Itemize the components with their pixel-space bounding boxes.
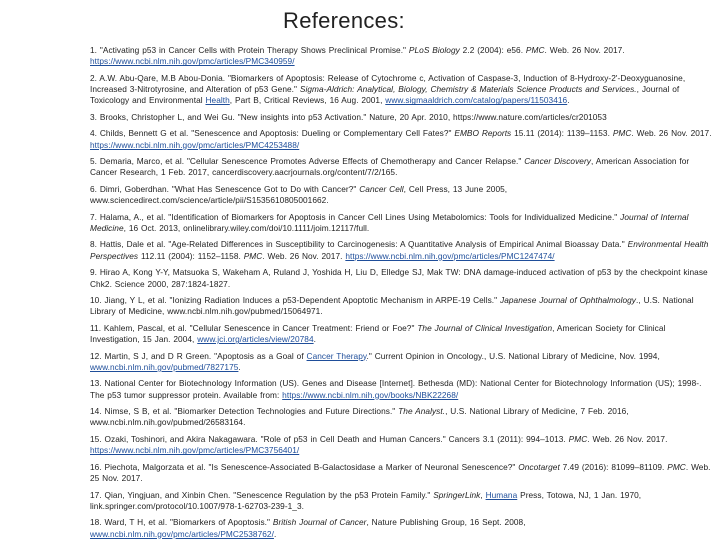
reference-source-title: Journal of Internal Medicine — [90, 211, 689, 233]
reference-text: . Web. 26 Nov. 2017. — [631, 128, 712, 139]
reference-text: 18. Ward, T H, et al. "Biomarkers of Apoptosis." — [90, 517, 273, 528]
reference-link[interactable]: www.ncbi.nlm.nih.gov/pubmed/7827175 — [90, 361, 239, 372]
reference-text: , Part B, Critical Reviews, 16 Aug. 2001, — [229, 95, 386, 106]
reference-text: , 16 Oct. 2013, onlinelibrary.wiley.com/doi/10.1111/joim.12117/full. — [123, 222, 370, 233]
reference-text: 16. Piechota, Malgorzata et al. "Is Senescence-Associated Β-Galactosidase a Marker of Neuronal Senescence?" — [90, 461, 519, 472]
reference-source-title: PMC — [243, 250, 263, 261]
reference-text: 8. Hattis, Dale et al. "Age-Related Differences in Susceptibility to Carcinogenesis: A Quantitative Analysis of Empirical Animal Bioassay Data." — [90, 239, 628, 250]
reference-item — [90, 239, 712, 262]
reference-source-title: PLoS Biology — [408, 45, 460, 55]
reference-text: , American Society for Clinical Investigation, 15 Jan. 2004, — [90, 322, 666, 345]
reference-text: , Cell Press, 13 June 2005, www.sciencedirect.com/science/article/pii/S1535610805001662. — [90, 183, 508, 206]
reference-text: , — [480, 489, 486, 500]
reference-item — [90, 128, 712, 151]
reference-link[interactable]: Cancer Therapy — [306, 350, 367, 361]
reference-source-title: Cancer Cell — [359, 183, 404, 194]
reference-text: 11. Kahlem, Pascal, et al. "Cellular Senescence in Cancer Treatment: Friend or Foe?" — [90, 322, 418, 333]
reference-link[interactable]: https://www.ncbi.nlm.nih.gov/books/NBK22268/ — [282, 389, 459, 400]
reference-item — [90, 434, 712, 457]
reference-text: 12. Martin, S J, and D R Green. "Apoptosis as a Goal of — [90, 350, 307, 361]
reference-text: 7. Halama, A., et al. "Identification of Biomarkers for Apoptosis in Cancer Cell Lines Using Metabolomics: Tools for Individualized Medicine." — [90, 211, 621, 222]
reference-source-title: PMC — [667, 461, 686, 472]
reference-link[interactable]: https://www.ncbi.nlm.nih.gov/pmc/articles/PMC1247474/ — [345, 250, 555, 261]
reference-text: , U.S. National Library of Medicine, 7 Feb. 2016, www.ncbi.nlm.nih.gov/pubmed/26583164. — [90, 406, 629, 428]
reference-text: 1. "Activating p53 in Cancer Cells with Protein Therapy Shows Preclinical Promise." — [90, 45, 409, 55]
reference-item — [90, 295, 712, 318]
reference-text: 10. Jiang, Y L, et al. "Ionizing Radiation Induces a p53-Dependent Apoptotic Mechanism in ARPE-19 Cells." — [90, 295, 500, 306]
reference-link[interactable]: Humana — [485, 489, 518, 500]
reference-text: 4. Childs, Bennett G et al. "Senescence and Apoptosis: Dueling or Complementary Cell Fates?" — [90, 128, 455, 139]
reference-source-title: EMBO Reports — [454, 128, 512, 139]
reference-text: , American Association for Cancer Research, 1 Feb. 2017, cancerdiscovery.aacrjournals.org/content/7/2/165. — [90, 156, 690, 178]
reference-text: ., U.S. National Library of Medicine, www.ncbi.nlm.nih.gov/pubmed/15064971. — [90, 295, 694, 317]
reference-source-title: PMC — [568, 433, 588, 444]
reference-text: . Web. 26 Nov. 2017. — [262, 250, 346, 261]
reference-text: 7.49 (2016): 81099–81109. — [559, 461, 668, 472]
reference-source-title: Oncotarget — [518, 461, 560, 472]
reference-link[interactable]: https://www.ncbi.nlm.nih.gov/pmc/articles/PMC4253488/ — [90, 139, 300, 150]
reference-source-title: PMC — [525, 45, 545, 55]
reference-source-title: SpringerLink — [433, 489, 481, 500]
reference-link[interactable]: www.sigmaaldrich.com/catalog/papers/11503416 — [385, 95, 568, 106]
reference-item — [90, 490, 712, 513]
reference-text: 14. Nimse, S B, et al. "Biomarker Detection Technologies and Future Directions." — [90, 406, 399, 417]
reference-text: ." Current Opinion in Oncology., U.S. National Library of Medicine, Nov. 1994, — [366, 350, 660, 361]
reference-item — [90, 462, 712, 485]
reference-text: 15.11 (2014): 1139–1153. — [511, 128, 613, 139]
reference-text: . Web. 26 Nov. 2017. — [544, 45, 625, 55]
reference-source-title: Japanese Journal of Ophthalmology — [500, 295, 636, 306]
reference-text: . — [273, 528, 277, 539]
reference-item — [90, 73, 712, 107]
reference-text: 3. Brooks, Christopher L, and Wei Gu. "New insights into p53 Activation." Nature, 20 Apr. 2010, https://www.nature.com/articles/cr201053 — [90, 111, 607, 122]
reference-item — [90, 156, 712, 179]
reference-item — [90, 378, 712, 401]
reference-text: . — [238, 361, 241, 372]
reference-text: . — [567, 95, 570, 106]
reference-text: 6. Dimri, Goberdhan. "What Has Senescence Got to Do with Cancer?" — [90, 183, 360, 194]
reference-text: . Web. 26 Nov. 2017. — [587, 433, 668, 444]
reference-text: 2.2 (2004): e56. — [459, 45, 526, 55]
reference-text: Press, Totowa, NJ, 1 Jan. 1970, link.springer.com/protocol/10.1007/978-1-62703-239-1_3. — [90, 489, 642, 511]
reference-source-title: Environmental Health Perspectives — [90, 239, 709, 261]
reference-text: 17. Qian, Yingjuan, and Xinbin Chen. "Senescence Regulation by the p53 Protein Family." — [90, 489, 434, 500]
reference-link[interactable]: www.ncbi.nlm.nih.gov/pmc/articles/PMC2538762/ — [90, 528, 274, 539]
reference-text: 15. Ozaki, Toshinori, and Akira Nakagawara. "Role of p53 in Cell Death and Human Cancers." Cancers 3.1 (2011): 994–1013. — [90, 433, 569, 444]
reference-text: 5. Demaria, Marco, et al. "Cellular Senescence Promotes Adverse Effects of Chemotherapy and Cancer Relapse." — [90, 156, 525, 167]
reference-item — [90, 267, 712, 290]
reference-text: . — [313, 334, 316, 345]
page-title: References: — [283, 8, 405, 33]
reference-text: , Nature Publishing Group, 16 Sept. 2008, — [366, 517, 526, 528]
reference-text: 9. Hirao A, Kong Y-Y, Matsuoka S, Wakeham A, Ruland J, Yoshida H, Liu D, Elledge SJ, Mak TW: DNA damage-induced activation of p53 by the checkpoint kinase Chk2. Science 2000, 287:1824-1827. — [90, 267, 708, 289]
reference-text: 13. National Center for Biotechnology Information (US). Genes and Disease [Internet]. Bethesda (MD): National Center for Biotechnology Information (US); 1998-. The p53 tumor suppressor protein. Available from: — [90, 378, 702, 400]
reference-source-title: Cancer Discovery — [524, 156, 591, 167]
reference-item — [90, 323, 712, 346]
reference-text: 112.11 (2004): 1152–1158. — [138, 250, 244, 261]
reference-item — [90, 406, 712, 429]
reference-source-title: PMC — [612, 128, 632, 139]
reference-source-title: Sigma-Aldrich: Analytical, Biology, Chemistry & Materials Science Products and Services. — [299, 84, 637, 95]
reference-item — [90, 184, 712, 207]
reference-link[interactable]: https://www.ncbi.nlm.nih.gov/pmc/articles/PMC3756401/ — [90, 445, 300, 456]
reference-text: , Journal of Toxicology and Environmental — [90, 84, 680, 106]
reference-list — [90, 45, 712, 545]
reference-item — [90, 45, 712, 68]
reference-text: . Web. 25 Nov. 2017. — [90, 461, 711, 484]
reference-item — [90, 112, 712, 123]
reference-link[interactable]: https://www.ncbi.nlm.nih.gov/pmc/articles/PMC340959/ — [90, 56, 295, 67]
reference-item — [90, 212, 712, 235]
reference-text: 2. A.W. Abu-Qare, M.B Abou-Donia. "Biomarkers of Apoptosis: Release of Cytochrome c, Activation of Caspase-3, Induction of 8-Hydroxy-2'-Deoxyguanosine, Increased 3-Nitrotyrosine, and Alteration of p53 Gene." — [90, 72, 686, 95]
reference-item — [90, 351, 712, 374]
reference-source-title: The Analyst. — [398, 406, 446, 417]
reference-link[interactable]: Health — [205, 95, 230, 106]
reference-source-title: The Journal of Clinical Investigation — [417, 322, 553, 333]
reference-item — [90, 517, 712, 540]
reference-link[interactable]: www.jci.org/articles/view/20784 — [197, 334, 314, 345]
reference-source-title: British Journal of Cancer — [272, 517, 367, 528]
